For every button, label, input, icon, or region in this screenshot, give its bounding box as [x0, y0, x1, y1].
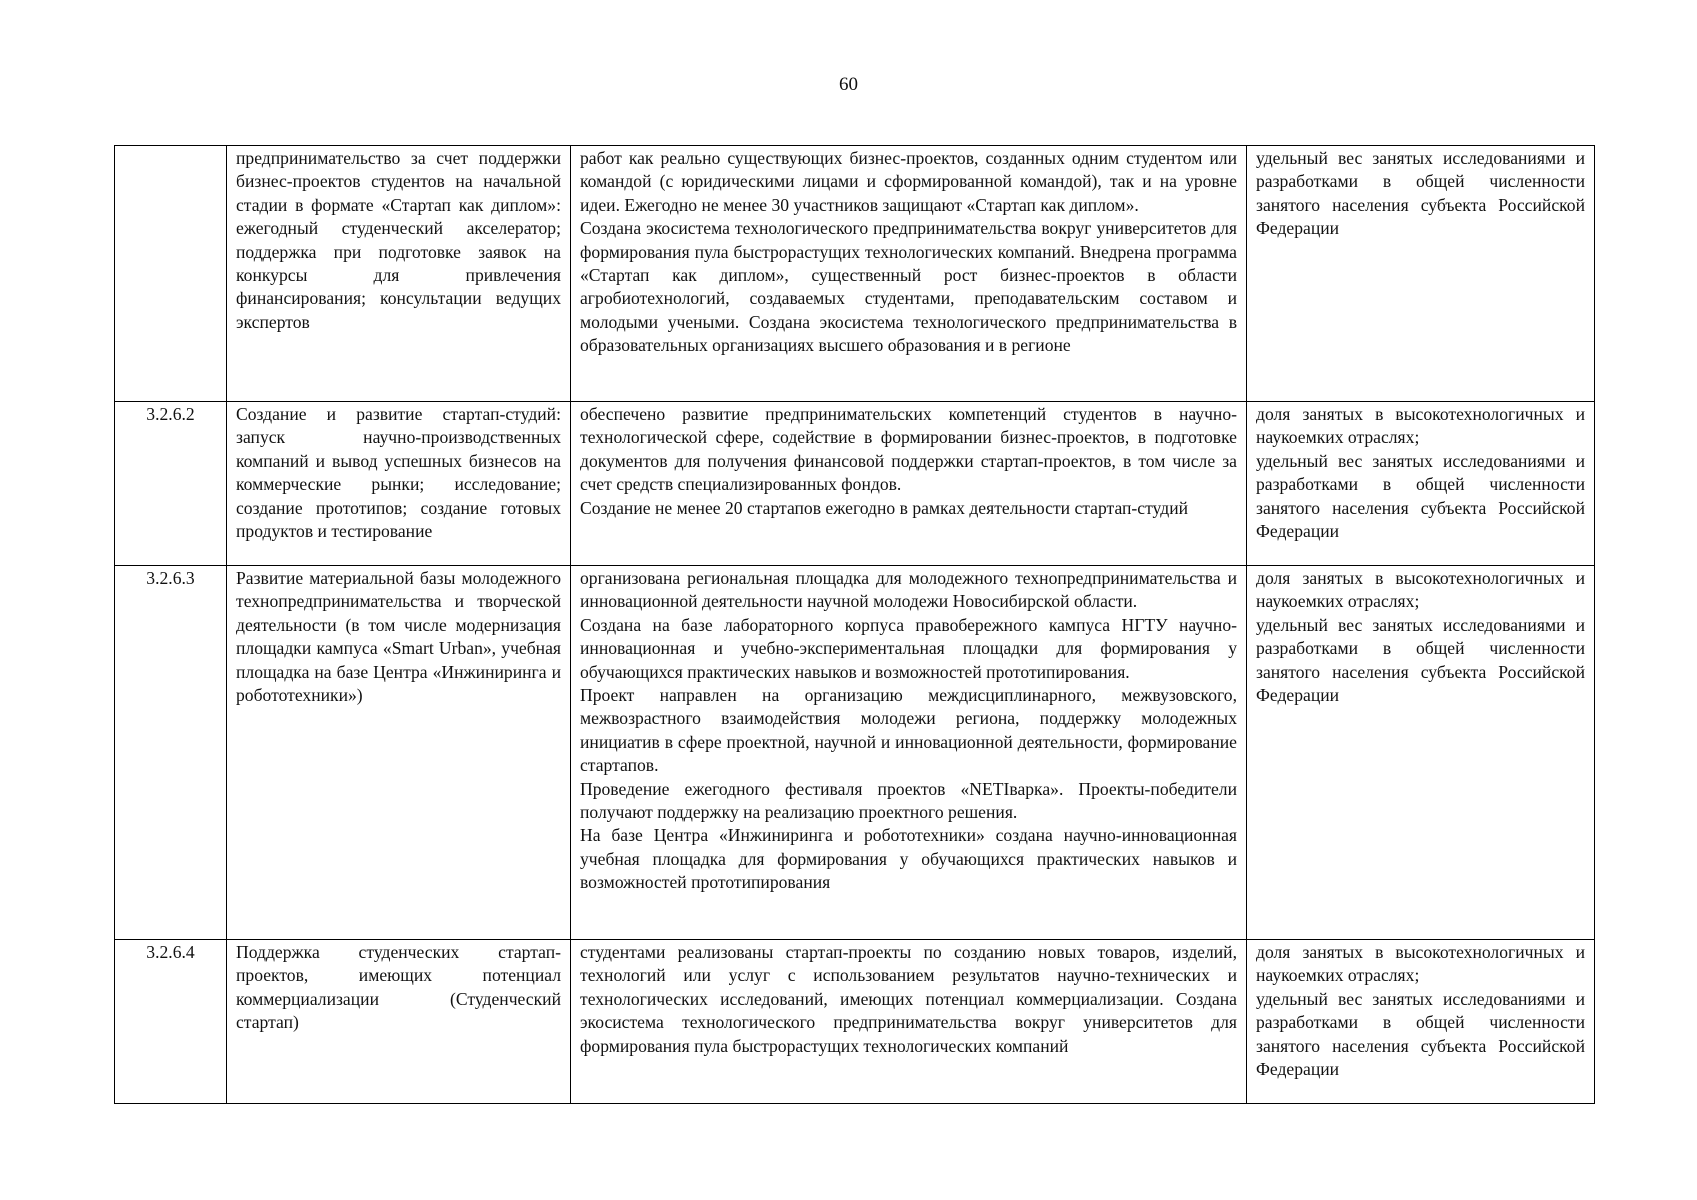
task-cell — [227, 940, 571, 1104]
indicators-cell — [1247, 940, 1595, 1104]
result-paragraph: студентами реализованы стартап-проекты по созданию новых товаров, изделий, технологий или услуг с использованием результатов научно-технических и технологических исследований, имеющих потенциал коммерциализации. Создана экосистема технологического предпринимательства вокруг университетов для формирования пула быстрорастущих технологических компаний — [580, 942, 1237, 1056]
row-number: 3.2.6.4 — [115, 940, 227, 1104]
row-number — [115, 146, 227, 402]
result-paragraph: Создана экосистема технологического предпринимательства вокруг университетов для формирования пула быстрорастущих технологических компаний. Внедрена программа «Стартап как диплом», существенный рост бизнес-проектов в области агробиотехнологий, создаваемых студентами, преподавательским составом и молодыми учеными. Создана экосистема технологического предпринимательства в образовательных организациях высшего образования и в регионе — [580, 218, 1237, 356]
results-cell — [571, 402, 1247, 566]
table-row — [115, 940, 1595, 1104]
indicator-text: удельный вес занятых исследованиями и разработками в общей численности занятого населения субъекта Российской Федерации — [1256, 148, 1585, 239]
page-number: 60 — [839, 74, 858, 95]
task-text: Создание и развитие стартап-студий: запуск научно-производственных компаний и вывод успешных бизнесов на коммерческие рынки; исследование; создание прототипов; создание готовых продуктов и тестирование — [236, 404, 561, 542]
indicators-cell — [1247, 566, 1595, 940]
task-text: предпринимательство за счет поддержки бизнес-проектов студентов на начальной стадии в формате «Стартап как диплом»: ежегодный студенческий акселератор; поддержка при подготовке заявок на конкурсы для привлечения финансирования; консультации ведущих экспертов — [236, 148, 561, 332]
results-cell — [571, 940, 1247, 1104]
measures-table — [114, 145, 1595, 1104]
results-cell — [571, 566, 1247, 940]
result-paragraph: Создание не менее 20 стартапов ежегодно в рамках деятельности стартап-студий — [580, 497, 1189, 518]
indicators-cell — [1247, 402, 1595, 566]
indicator-text: удельный вес занятых исследованиями и разработками в общей численности занятого населения субъекта Российской Федерации — [1256, 614, 1585, 706]
task-text: Поддержка студенческих стартап-проектов, имеющих потенциал коммерциализации (Студенческий стартап) — [236, 942, 561, 1033]
result-paragraph: работ как реально существующих бизнес-проектов, созданных одним студентом или командой (с юридическими лицами и сформированной командой), так и на уровне идеи. Ежегодно не менее 30 участников защищают «Стартап как диплом». — [580, 148, 1237, 215]
indicators-cell — [1247, 146, 1595, 402]
table-row — [115, 402, 1595, 566]
task-cell — [227, 402, 571, 566]
indicator-text: удельный вес занятых исследованиями и разработками в общей численности занятого населения субъекта Российской Федерации — [1256, 988, 1585, 1080]
indicator-text: удельный вес занятых исследованиями и разработками в общей численности занятого населения субъекта Российской Федерации — [1256, 450, 1585, 542]
result-paragraph: Проект направлен на организацию междисциплинарного, межвузовского, межвозрастного взаимодействия молодежи региона, поддержку молодежных инициатив в сфере проектной, научной и инновационной деятельности, формирование стартапов. — [580, 685, 1237, 776]
indicator-text: доля занятых в высокотехнологичных и наукоемких отраслях; — [1256, 404, 1585, 448]
results-cell — [571, 146, 1247, 402]
result-paragraph: организована региональная площадка для молодежного технопредпринимательства и инновационной деятельности научной молодежи Новосибирской области. — [580, 568, 1237, 612]
indicator-text: доля занятых в высокотехнологичных и наукоемких отраслях; — [1256, 942, 1585, 986]
row-number: 3.2.6.3 — [115, 566, 227, 940]
indicator-text: доля занятых в высокотехнологичных и наукоемких отраслях; — [1256, 568, 1585, 612]
task-cell — [227, 146, 571, 402]
result-paragraph: Проведение ежегодного фестиваля проектов «NETIварка». Проекты-победители получают поддержку на реализацию проектного решения. — [580, 778, 1237, 823]
task-cell — [227, 566, 571, 940]
result-paragraph: Создана на базе лабораторного корпуса правобережного кампуса НГТУ научно-инновационная и учебно-экспериментальная площадки для формирования у обучающихся практических навыков и возможностей прототипирования. — [580, 614, 1237, 682]
result-paragraph: обеспечено развитие предпринимательских компетенций студентов в научно-технологической сфере, содействие в формировании бизнес-проектов, в подготовке документов для получения финансовой поддержки стартап-проектов, в том числе за счет средств специализированных фондов. — [580, 404, 1237, 495]
task-text: Развитие материальной базы молодежного технопредпринимательства и творческой деятельности (в том числе модернизация площадки кампуса «Smart Urban», учебная площадка на базе Центра «Инжиниринга и робототехники») — [236, 568, 561, 706]
result-paragraph: На базе Центра «Инжиниринга и робототехники» создана научно-инновационная учебная площадка для формирования у обучающихся практических навыков и возможностей прототипирования — [580, 825, 1237, 893]
row-number: 3.2.6.2 — [115, 402, 227, 566]
table-row — [115, 146, 1595, 402]
table-row — [115, 566, 1595, 940]
